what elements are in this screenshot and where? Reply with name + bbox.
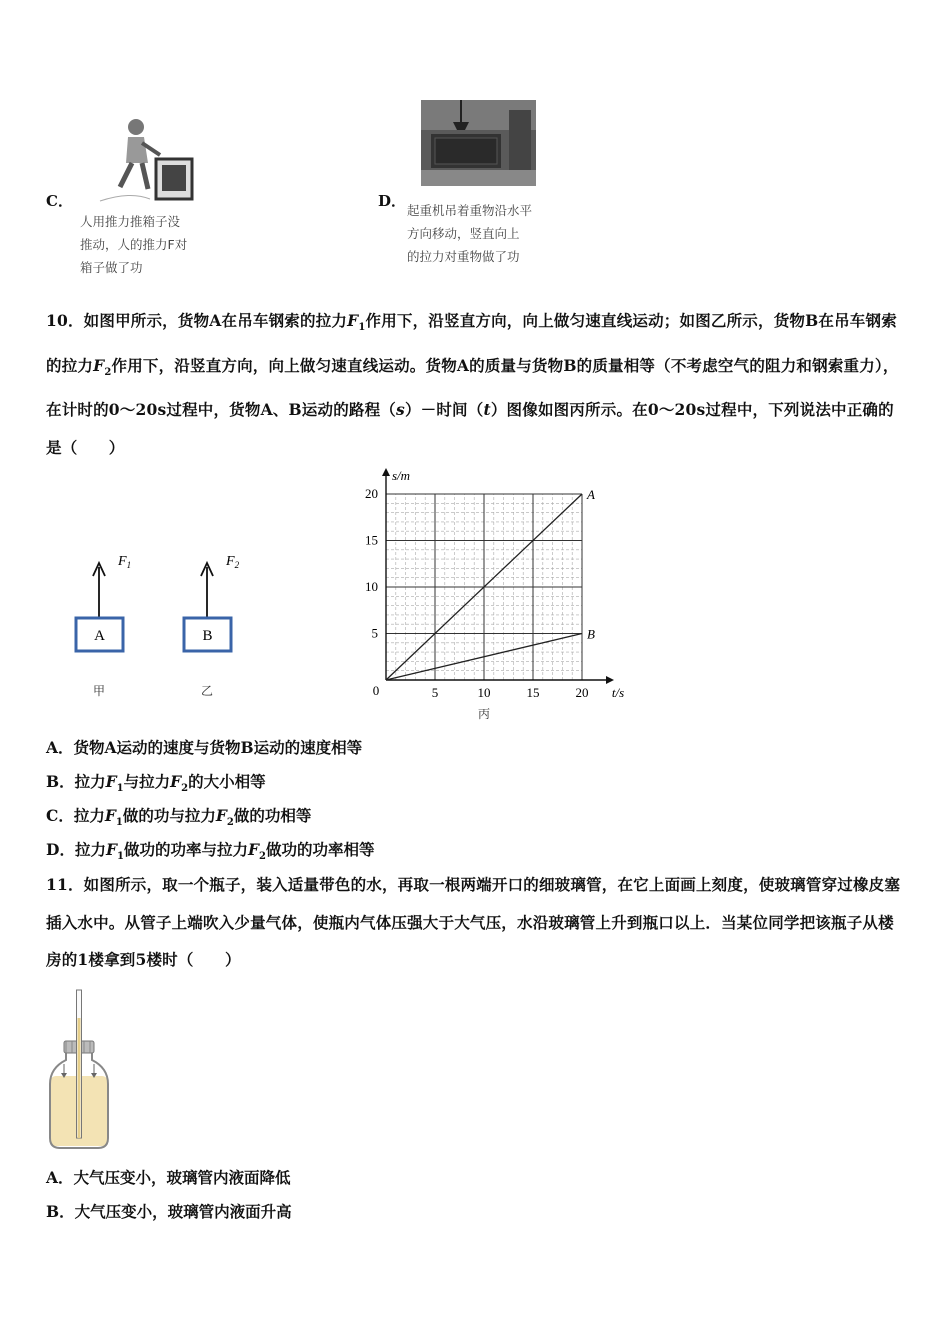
option-text: D．拉力 bbox=[46, 840, 106, 859]
caption-line: 的拉力对重物做了功 bbox=[407, 249, 520, 264]
option-text: 做功的功率相等 bbox=[265, 840, 375, 859]
force-subscript: 2 bbox=[104, 366, 112, 378]
option-text: 的大小相等 bbox=[188, 772, 266, 791]
x-axis-arrow bbox=[606, 676, 614, 684]
bottle-with-glass-tube bbox=[44, 988, 116, 1153]
y-axis-label: s/m bbox=[392, 468, 411, 483]
option-text: B．拉力 bbox=[46, 772, 106, 791]
series-label-A: A bbox=[587, 487, 595, 502]
force-f1-label: $F_1$ bbox=[118, 554, 132, 570]
q10-option-d bbox=[46, 840, 374, 867]
option-c-label: C． bbox=[46, 192, 73, 210]
x-tick-label: 5 bbox=[431, 685, 439, 700]
option-text: C．拉力 bbox=[46, 806, 105, 825]
force-symbol: F bbox=[104, 806, 116, 825]
option-d-caption bbox=[407, 199, 532, 268]
y-tick-label: 10 bbox=[365, 579, 378, 594]
caption-line: 人用推力推箱子没 bbox=[80, 214, 181, 229]
force-subscript: 1 bbox=[358, 322, 366, 334]
option-text: 做功的功率与拉力 bbox=[123, 840, 248, 859]
option-text: 做的功相等 bbox=[233, 806, 312, 825]
caption-line: 起重机吊着重物沿水平 bbox=[407, 203, 533, 218]
q10-option-c bbox=[46, 806, 311, 833]
box-b-label: B bbox=[202, 628, 213, 644]
option-c-caption bbox=[80, 210, 187, 279]
force-symbol: F bbox=[93, 355, 105, 375]
question-10-text bbox=[46, 302, 908, 466]
boy-pushing-box-illustration bbox=[90, 115, 200, 205]
caption-line: 箱子做了功 bbox=[80, 260, 143, 275]
s-t-graph bbox=[350, 462, 640, 724]
y-tick-label: 20 bbox=[365, 486, 378, 501]
option-text: 与拉力 bbox=[123, 772, 171, 791]
force-subscript: 1 bbox=[116, 851, 124, 863]
q10-text-part: 作用下，沿竖直方向，向上做匀速直线运动；如图乙所示，货物B在吊车钢索的拉力 bbox=[46, 311, 897, 375]
x-tick-label: 20 bbox=[575, 685, 589, 700]
force-symbol: F bbox=[105, 772, 117, 791]
figure-jia-caption: 甲 bbox=[92, 684, 106, 698]
option-text: 做的功与拉力 bbox=[122, 806, 216, 825]
time-symbol: t bbox=[483, 400, 491, 420]
q10-text-part: 作用下，沿竖直方向，向上做匀速直线运动。货物A的质量与货物B的质量相等（不考虑空气的阻力和钢索重力），在计时的0～20s过程中，货物A、B运动的路程（ bbox=[46, 355, 899, 420]
question-11-text: 11．如图所示，取一个瓶子，装入适量带色的水，再取一根两端开口的细玻璃管，在它上面画上刻度，使玻璃管穿过橡皮塞插入水中。从管子上端吹入少量气体，使瓶内气体压强大于大气压，水沿玻璃管上升到瓶口以上．当某位同学把该瓶子从楼房的1楼拿到5楼时（ ） bbox=[46, 875, 901, 969]
figure-jia-cargo-a bbox=[60, 545, 150, 700]
q10-option-a: A．货物A运动的速度与货物B运动的速度相等 bbox=[46, 738, 363, 757]
q11-option-a: A．大气压变小，玻璃管内液面降低 bbox=[46, 1168, 291, 1187]
force-subscript: 1 bbox=[115, 817, 123, 829]
chart-caption: 丙 bbox=[477, 707, 491, 721]
q10-text-part: ）－时间（ bbox=[404, 400, 484, 420]
y-axis-arrow bbox=[382, 468, 390, 476]
figure-yi-caption: 乙 bbox=[200, 684, 214, 698]
q11-option-b: B．大气压变小，玻璃管内液面升高 bbox=[46, 1202, 292, 1221]
x-axis-label: t/s bbox=[611, 685, 625, 700]
y-tick-label: 15 bbox=[365, 532, 378, 548]
force-symbol: F bbox=[247, 840, 259, 859]
force-subscript: 2 bbox=[226, 817, 234, 829]
force-subscript: 2 bbox=[181, 783, 189, 795]
force-subscript: 2 bbox=[258, 851, 266, 863]
caption-line: 推动，人的推力F对 bbox=[80, 237, 188, 252]
option-d-label: D． bbox=[378, 192, 407, 210]
x-tick-label: 10 bbox=[477, 685, 491, 700]
force-symbol: F bbox=[170, 772, 182, 791]
force-f2-label: $F_2$ bbox=[226, 554, 240, 570]
force-symbol: F bbox=[215, 806, 227, 825]
box-a-label: A bbox=[94, 628, 105, 644]
series-label-B: B bbox=[587, 626, 595, 642]
caption-line: 方向移动，竖直向上 bbox=[407, 226, 520, 241]
distance-symbol: s bbox=[396, 400, 405, 420]
force-symbol: F bbox=[105, 840, 117, 859]
origin-label: 0 bbox=[372, 683, 380, 698]
force-symbol: F bbox=[347, 311, 359, 330]
figure-yi-cargo-b bbox=[168, 545, 258, 700]
x-tick-label: 15 bbox=[526, 685, 540, 700]
q10-text-part: ）图像如图丙所示。在0～20s过程中，下列说法中正确的是（ ） bbox=[46, 400, 894, 457]
force-subscript: 1 bbox=[116, 783, 124, 795]
q10-option-b bbox=[46, 772, 266, 799]
crane-lifting-cargo-photo bbox=[421, 100, 536, 186]
y-tick-label: 5 bbox=[371, 625, 378, 641]
q10-text-part: 10．如图甲所示，货物A在吊车钢索的拉力 bbox=[46, 311, 348, 330]
